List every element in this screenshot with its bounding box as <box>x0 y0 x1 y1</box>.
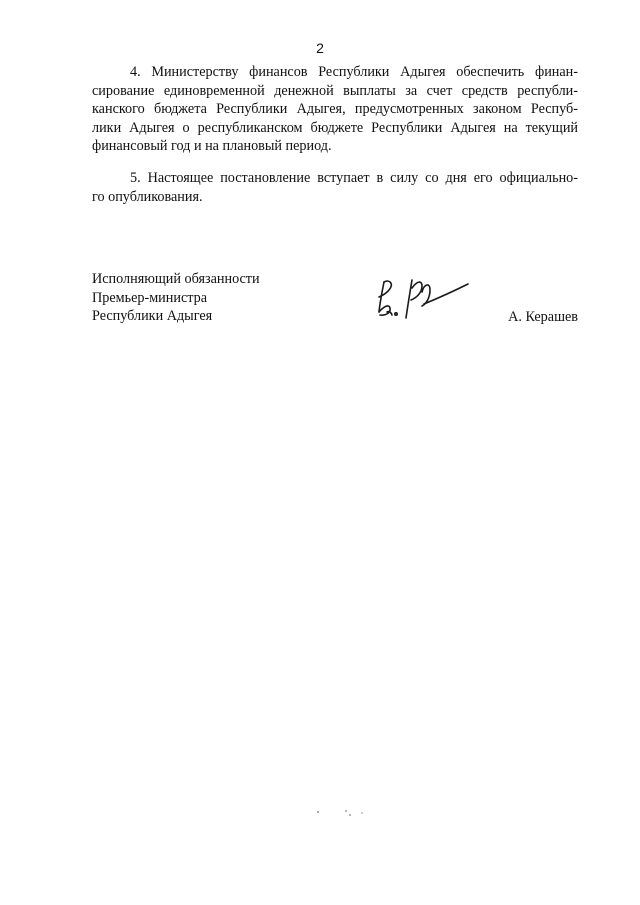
paragraph-4-line: лики Адыгея о республиканском бюджете Республики Адыгея на текущий <box>92 119 578 136</box>
paragraph-4-line: канского бюджета Республики Адыгея, предусмотренных законом Респуб- <box>92 101 578 118</box>
page-number: 2 <box>316 40 324 56</box>
paragraph-5-line: го опубликования. <box>92 188 203 205</box>
paragraph-4-line: сирование единовременной денежной выплаты за счет средств республи- <box>92 82 578 99</box>
handwritten-signature <box>370 266 474 328</box>
paragraph-4-line: финансовый год и на плановый период. <box>92 138 332 155</box>
paragraph-4 <box>92 63 578 156</box>
paragraph-4-line: 4. Министерству финансов Республики Адыгея обеспечить финан- <box>130 64 578 80</box>
signer-name: А. Керашев <box>508 309 578 325</box>
signatory-position-line: Республики Адыгея <box>92 308 213 325</box>
signatory-position-line: Исполняющий обязанности <box>92 271 260 287</box>
paragraph-5-line: 5. Настоящее постановление вступает в силу со дня его официально- <box>130 170 578 186</box>
paragraph-5 <box>92 169 578 206</box>
signatory-position <box>92 270 260 326</box>
signatory-position-line: Премьер-министра <box>92 289 208 306</box>
scan-artifact <box>310 808 370 820</box>
